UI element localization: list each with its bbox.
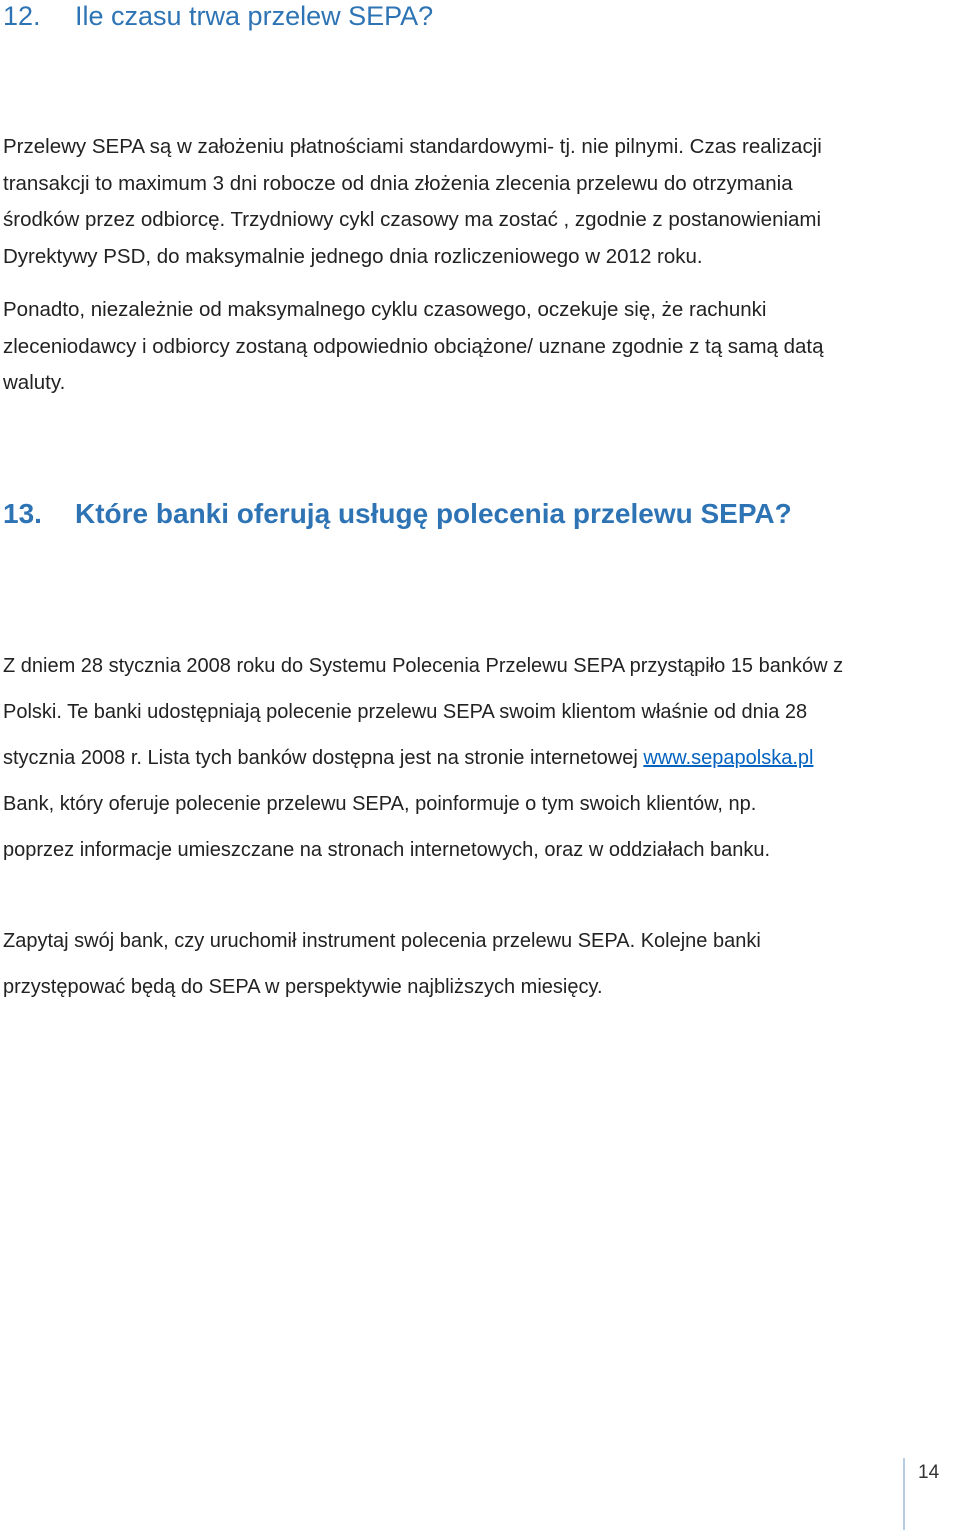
text-line: środków przez odbiorcę. Trzydniowy cykl czasowy ma zostać , zgodnie z postanowieniami <box>3 208 822 231</box>
sepapolska-link[interactable]: www.sepapolska.pl <box>643 747 814 769</box>
page-number: 14 <box>918 1462 940 1483</box>
text-line: Zapytaj swój bank, czy uruchomił instrument polecenia przelewu SEPA. Kolejne banki <box>3 930 761 952</box>
section-title: Które banki oferują usługę polecenia przelewu SEPA? <box>75 498 792 529</box>
paragraph-banks <box>3 643 953 873</box>
section-number: 12. <box>3 1 41 31</box>
text-line: Ponadto, niezależnie od maksymalnego cyklu czasowego, oczekuje się, że rachunki <box>3 298 767 321</box>
section-title: Ile czasu trwa przelew SEPA? <box>75 1 434 31</box>
text-segment: stycznia 2008 r. Lista tych banków dostępna jest na stronie internetowej <box>3 747 644 769</box>
section-12-heading <box>3 0 433 32</box>
paragraph-transfer-time <box>3 129 953 275</box>
text-line: transakcji to maximum 3 dni robocze od dnia złożenia zlecenia przelewu do otrzymania <box>3 171 793 195</box>
text-line: Bank, który oferuje polecenie przelewu SEPA, poinformuje o tym swoich klientów, np. <box>3 793 757 815</box>
text-line-with-link <box>3 735 953 781</box>
text-line: Polski. Te banki udostępniają polecenie przelewu SEPA swoim klientom właśnie od dnia 28 <box>3 701 808 723</box>
text-line: przystępować będą do SEPA w perspektywie najbliższych miesięcy. <box>3 976 603 998</box>
section-number: 13. <box>3 498 42 529</box>
text-line: Z dniem 28 stycznia 2008 roku do Systemu Polecenia Przelewu SEPA przystąpiło 15 banków z <box>3 655 844 677</box>
text-line: Dyrektywy PSD, do maksymalnie jednego dnia rozliczeniowego w 2012 roku. <box>3 244 703 268</box>
text-line: zleceniodawcy i odbiorcy zostaną odpowiednio obciążone/ uznane zgodnie z tą samą datą <box>3 334 824 358</box>
section-13-heading <box>3 498 792 530</box>
page-number-divider <box>903 1458 905 1530</box>
text-line: waluty. <box>3 371 66 394</box>
paragraph-value-date <box>3 292 953 402</box>
text-line: Przelewy SEPA są w założeniu płatnościami standardowymi- tj. nie pilnymi. Czas realizacji <box>3 135 822 158</box>
text-line: poprzez informacje umieszczane na stronach internetowych, oraz w oddziałach banku. <box>3 839 771 861</box>
paragraph-ask-bank <box>3 918 953 1010</box>
